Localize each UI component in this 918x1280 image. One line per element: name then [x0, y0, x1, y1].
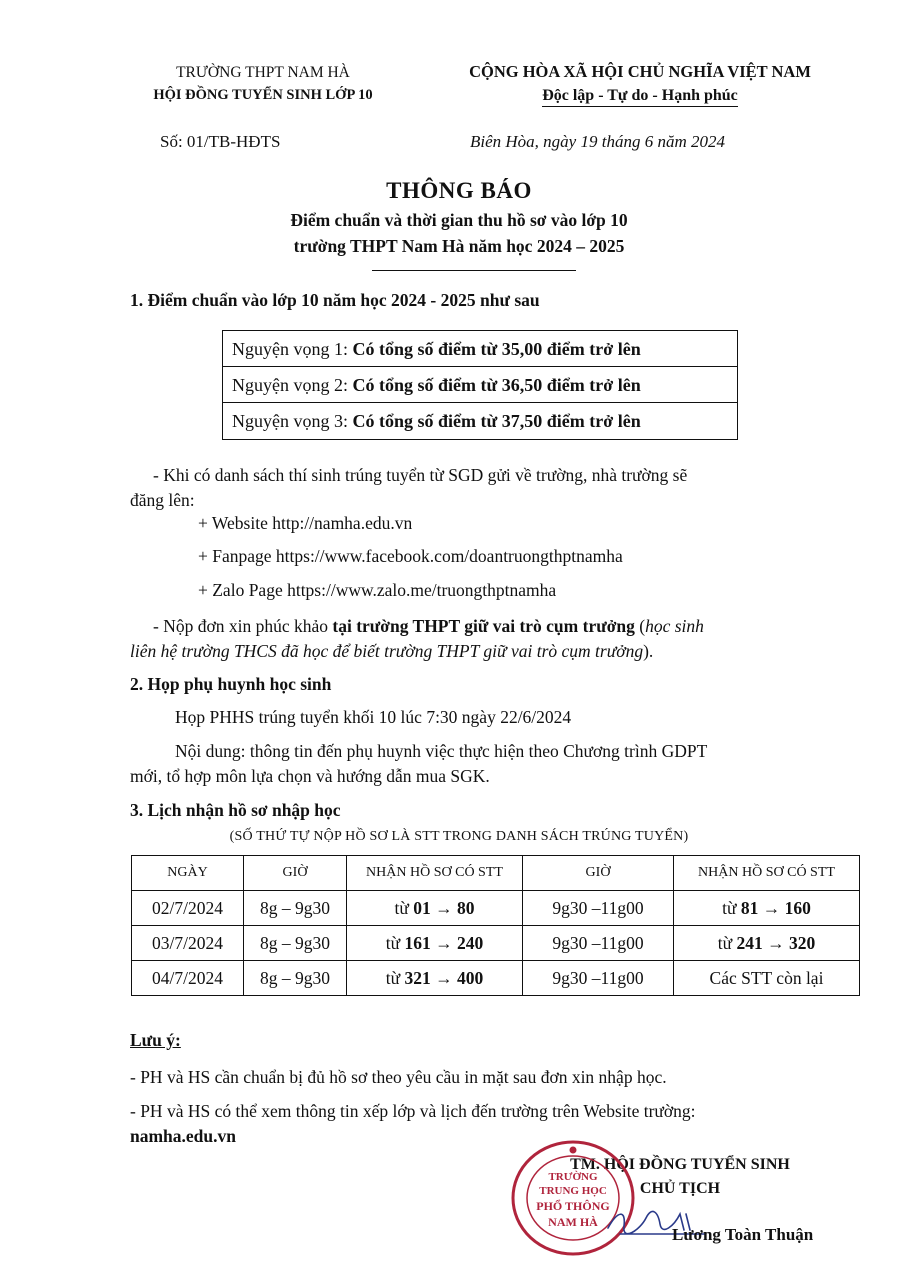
- score-row-1: Nguyện vọng 1: Có tổng số điểm từ 35,00 điểm trở lên: [223, 331, 737, 367]
- signer-role: CHỦ TỊCH: [639, 1180, 721, 1197]
- section-1-heading: 1. Điểm chuẩn vào lớp 10 năm học 2024 - 2025 như sau: [130, 290, 540, 310]
- signer-name: Lương Toàn Thuận: [672, 1225, 814, 1244]
- title-sub-2: trường THPT Nam Hà năm học 2024 – 2025: [293, 236, 625, 256]
- seal-text-3: PHỔ THÔNG: [536, 1199, 610, 1213]
- col-stt-1: NHẬN HỒ SƠ CÓ STT: [347, 856, 523, 891]
- section-3-heading: 3. Lịch nhận hồ sơ nhập học: [130, 800, 341, 820]
- col-time-1: GIỜ: [244, 856, 347, 891]
- table-header-row: [132, 856, 860, 891]
- title-divider: [372, 270, 576, 271]
- table-row: 03/7/2024 8g – 9g30 từ 161 → 240 9g30 –11g00 từ 241 → 320: [132, 926, 860, 961]
- title-main: THÔNG BÁO: [386, 178, 532, 203]
- schedule-table: [131, 855, 860, 996]
- title-sub-1: Điểm chuẩn và thời gian thu hồ sơ vào lớp 10: [290, 210, 628, 230]
- col-time-2: GIỜ: [523, 856, 674, 891]
- fanpage-link[interactable]: + Fanpage https://www.facebook.com/doantruongthptnamha: [198, 546, 623, 566]
- document-number: Số: 01/TB-HĐTS: [160, 132, 281, 151]
- score-row-2: Nguyện vọng 2: Có tổng số điểm từ 36,50 điểm trở lên: [223, 367, 737, 403]
- score-row-3: Nguyện vọng 3: Có tổng số điểm từ 37,50 điểm trở lên: [232, 411, 641, 431]
- document-title: [0, 175, 918, 259]
- signer-title: TM. HỘI ĐỒNG TUYỂN SINH: [570, 1156, 790, 1173]
- section-2-heading: 2. Họp phụ huynh học sinh: [130, 674, 332, 694]
- motto: Độc lập - Tự do - Hạnh phúc: [542, 86, 738, 107]
- score-box: [222, 330, 738, 440]
- school-name: TRƯỜNG THPT NAM HÀ: [176, 64, 350, 81]
- table-row: 02/7/2024 8g – 9g30 từ 01 → 80 9g30 –11g00 từ 81 → 160: [132, 891, 860, 926]
- seal-text-1: TRƯỜNG: [548, 1171, 598, 1183]
- place-date: Biên Hòa, ngày 19 tháng 6 năm 2024: [470, 132, 725, 151]
- official-seal-icon: [508, 1138, 638, 1258]
- appeal-paragraph: - Nộp đơn xin phúc khảo tại trường THPT giữ vai trò cụm trưởng (học sinh liên hệ trường THCS đã học để biết trường THPT giữ vai trò cụm trưởng).: [130, 616, 704, 661]
- council-name: HỘI ĐỒNG TUYỂN SINH LỚP 10: [153, 87, 373, 103]
- meeting-time: Họp PHHS trúng tuyển khối 10 lúc 7:30 ngày 22/6/2024: [175, 707, 572, 727]
- note-1: - PH và HS cần chuẩn bị đủ hồ sơ theo yêu cầu in mặt sau đơn xin nhập học.: [130, 1067, 667, 1087]
- website-link[interactable]: + Website http://namha.edu.vn: [198, 513, 413, 533]
- school-header: [118, 62, 408, 106]
- table-row: 04/7/2024 8g – 9g30 từ 321 → 400 9g30 –11g00 Các STT còn lại: [132, 961, 860, 996]
- seal-text-4: NAM HÀ: [548, 1215, 598, 1229]
- zalo-link[interactable]: + Zalo Page https://www.zalo.me/truongthptnamha: [198, 580, 557, 600]
- col-stt-2: NHẬN HỒ SƠ CÓ STT: [674, 856, 860, 891]
- publish-paragraph: - Khi có danh sách thí sinh trúng tuyển từ SGD gửi về trường, nhà trường sẽ đăng lên:: [130, 465, 688, 510]
- school-website[interactable]: namha.edu.vn: [130, 1126, 237, 1146]
- notes-heading: Lưu ý:: [130, 1030, 181, 1050]
- seal-text-2: TRUNG HỌC: [539, 1185, 607, 1197]
- country-name: CỘNG HÒA XÃ HỘI CHỦ NGHĨA VIỆT NAM: [469, 62, 811, 81]
- table-caption: (SỐ THỨ TỰ NỘP HỒ SƠ LÀ STT TRONG DANH SÁCH TRÚNG TUYỂN): [229, 829, 689, 844]
- national-header: [430, 60, 850, 108]
- meeting-content: Nội dung: thông tin đến phụ huynh việc thực hiện theo Chương trình GDPT mới, tổ hợp môn lựa chọn và hướng dẫn mua SGK.: [130, 741, 708, 786]
- col-date: NGÀY: [132, 856, 244, 891]
- note-2: - PH và HS có thể xem thông tin xếp lớp và lịch đến trường trên Website trường: namha.edu.vn: [130, 1099, 850, 1149]
